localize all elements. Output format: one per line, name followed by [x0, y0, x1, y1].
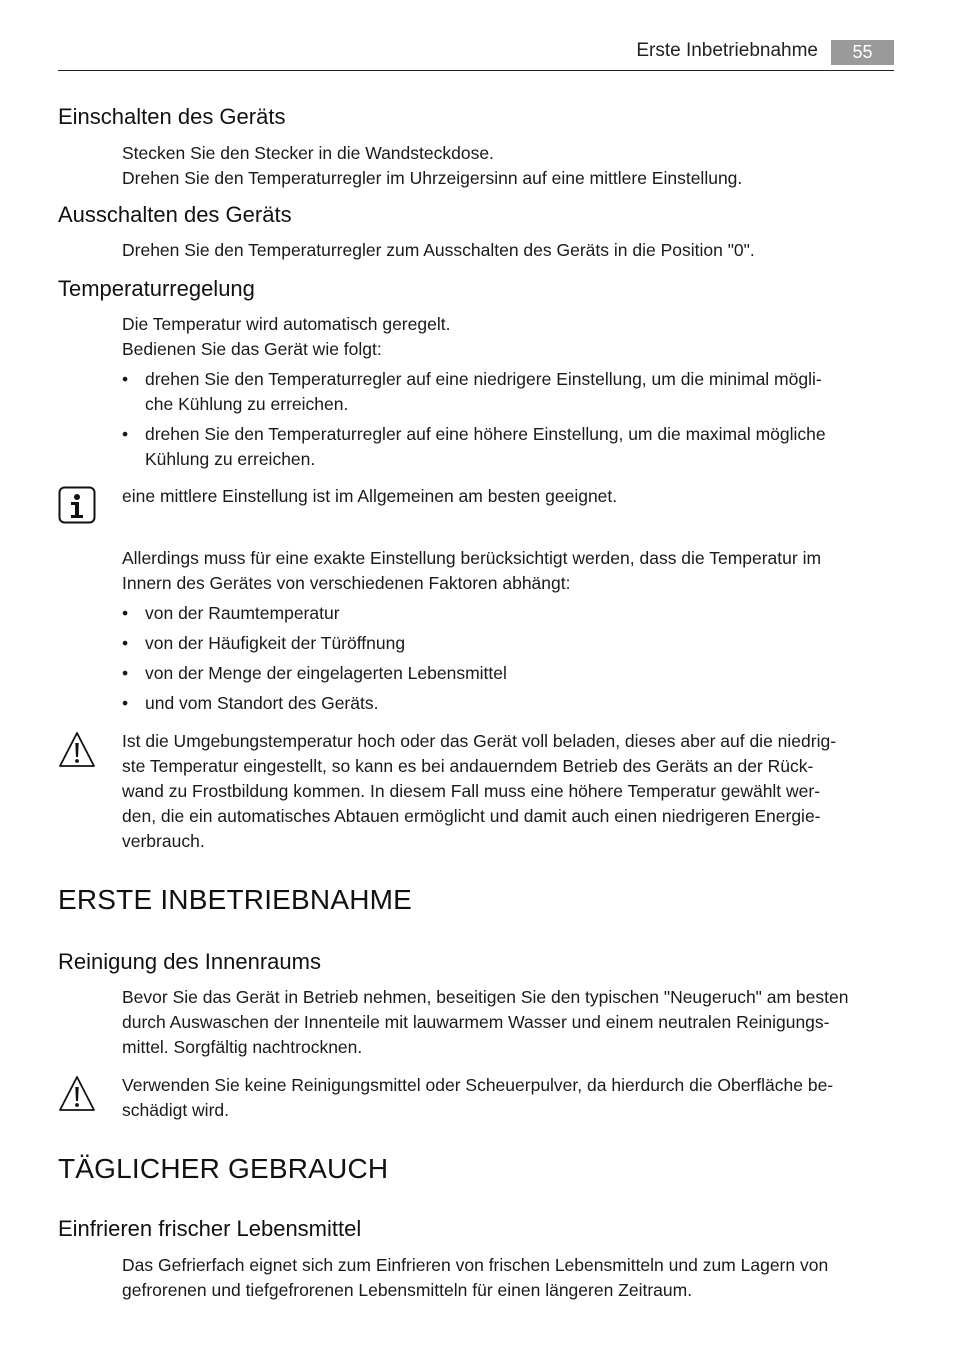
paragraph-einfrieren: Das Gefrierfach eignet sich zum Einfrieren von frischen Lebensmitteln und zum Lagern von gefrorenen und tiefgefrorenen Lebensmitteln für einen längeren Zeitraum. — [122, 1255, 829, 1300]
warning-triangle-icon — [58, 1075, 96, 1113]
section-title-erste-inbetriebnahme: ERSTE INBETRIEBNAHME — [58, 884, 413, 915]
info-icon — [58, 486, 96, 524]
heading-einschalten: Einschalten des Geräts — [58, 104, 286, 129]
heading-ausschalten: Ausschalten des Geräts — [58, 202, 292, 227]
paragraph-factors-intro: Allerdings muss für eine exakte Einstellung berücksichtigt werden, dass die Temperatur im Innern des Gerätes von verschiedenen Faktoren abhängt: — [122, 548, 822, 593]
list-item: • von der Menge der eingelagerten Lebensmittel — [122, 663, 507, 683]
page-number: 55 — [831, 40, 894, 65]
warning-triangle-icon — [58, 731, 96, 769]
list-item: • drehen Sie den Temperaturregler auf eine niedrigere Einstellung, um die minimal mögli- che Kühlung zu erreichen. — [122, 369, 822, 414]
section-title-taeglicher-gebrauch: TÄGLICHER GEBRAUCH — [58, 1153, 389, 1184]
running-header: Erste Inbetriebnahme — [636, 40, 818, 61]
paragraph-ausschalten: Drehen Sie den Temperaturregler zum Ausschalten des Geräts in die Position "0". — [122, 240, 755, 260]
paragraph-einschalten: Stecken Sie den Stecker in die Wandsteckdose. Drehen Sie den Temperaturregler im Uhrzeigersinn auf eine mittlere Einstellung. — [122, 143, 743, 188]
list-item: • von der Häufigkeit der Türöffnung — [122, 633, 406, 653]
list-item: • von der Raumtemperatur — [122, 603, 340, 623]
paragraph-temperaturregelung-intro: Die Temperatur wird automatisch geregelt. Bedienen Sie das Gerät wie folgt: — [122, 314, 451, 359]
list-item: • und vom Standort des Geräts. — [122, 693, 379, 713]
heading-temperaturregelung: Temperaturregelung — [58, 276, 255, 301]
heading-reinigung: Reinigung des Innenraums — [58, 949, 321, 974]
heading-einfrieren: Einfrieren frischer Lebensmittel — [58, 1216, 362, 1241]
info-note: eine mittlere Einstellung ist im Allgemeinen am besten geeignet. — [122, 486, 618, 506]
warning-frost: Ist die Umgebungstemperatur hoch oder das Gerät voll beladen, dieses aber auf die niedrig- ste Temperatur eingestellt, so kann es bei andauerndem Betrieb des Geräts an der Rück- wand zu Frostbildung kommen. In diesem Fall muss eine höhere Temperatur gewählt wer- den, die ein automatisches Abtauen ermöglicht und damit auch einen niedrigeren Energie- verbrauch. — [122, 731, 837, 851]
bullet-list-settings — [122, 367, 897, 477]
warning-cleaning: Verwenden Sie keine Reinigungsmittel oder Scheuerpulver, da hierdurch die Oberfläche be- schädigt wird. — [122, 1075, 834, 1120]
paragraph-reinigung: Bevor Sie das Gerät in Betrieb nehmen, beseitigen Sie den typischen "Neugeruch" am besten durch Auswaschen der Innenteile mit lauwarmem Wasser und einem neutralen Reinigungs- mittel. Sorgfältig nachtrocknen. — [122, 987, 849, 1057]
bullet-list-factors — [122, 601, 897, 721]
list-item: • drehen Sie den Temperaturregler auf eine höhere Einstellung, um die maximal mögliche Kühlung zu erreichen. — [122, 424, 826, 469]
header-rule — [58, 70, 894, 71]
